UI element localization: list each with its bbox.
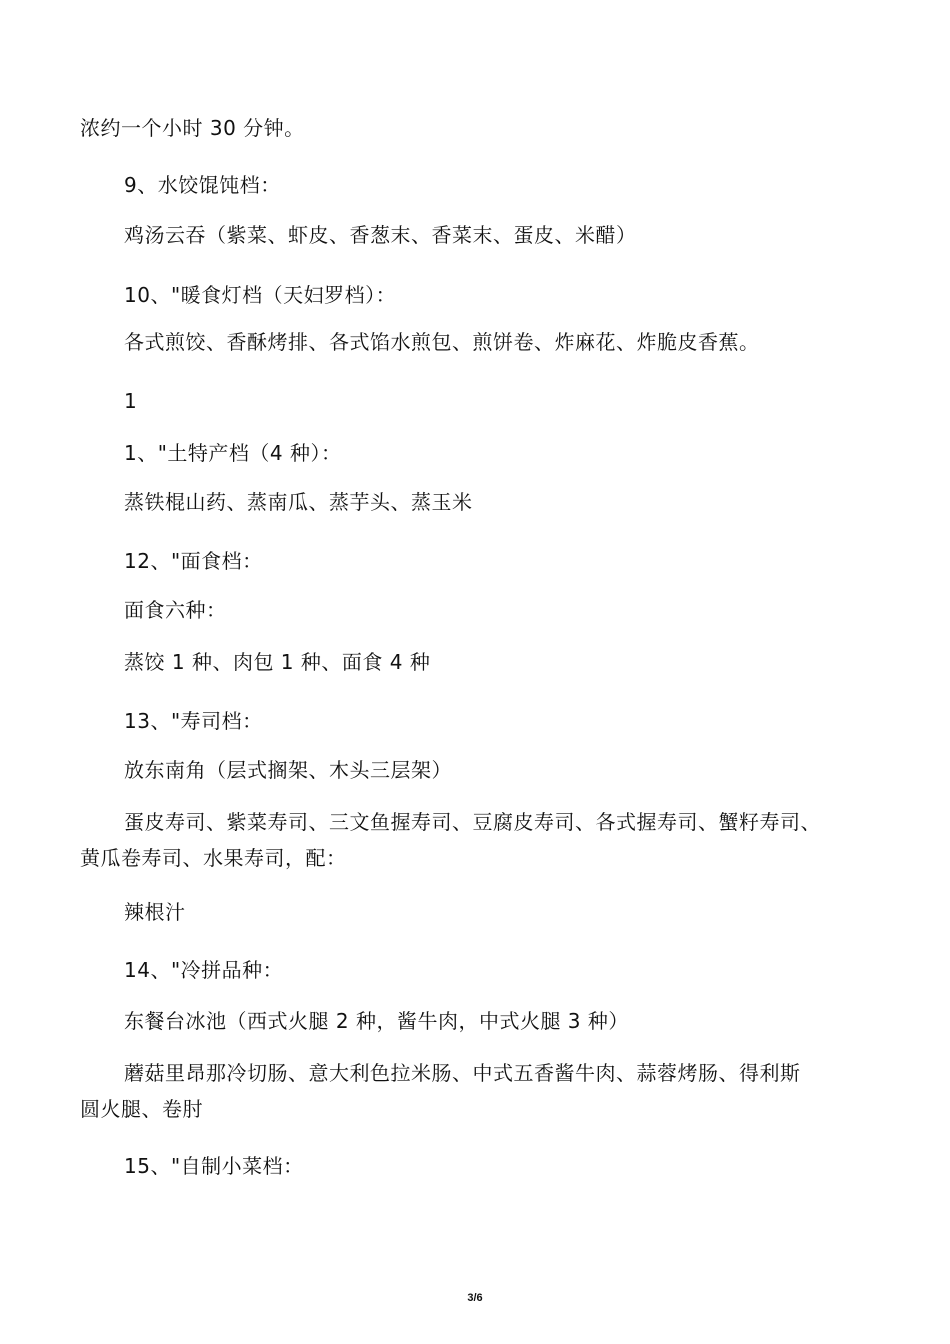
section-heading: 13、"寿司档： [124, 709, 263, 733]
section-heading: 9、水饺馄饨档： [124, 173, 281, 197]
text-line: 蒸铁棍山药、蒸南瓜、蒸芋头、蒸玉米 [124, 490, 473, 514]
section-heading: 12、"面食档： [124, 549, 263, 573]
text-line: 辣根汁 [124, 900, 186, 924]
text-line: 放东南角（层式搁架、木头三层架） [124, 758, 452, 782]
text-line: 圆火腿、卷肘 [80, 1097, 203, 1121]
page-number: 3/6 [467, 1292, 483, 1304]
text-line: 1 [124, 389, 138, 413]
text-line: 面食六种： [124, 598, 227, 622]
section-heading: 15、"自制小菜档： [124, 1154, 304, 1178]
section-heading: 14、"冷拼品种： [124, 958, 284, 982]
text-line: 浓约一个小时 30 分钟。 [80, 116, 305, 140]
text-line: 蘑菇里昂那冷切肠、意大利色拉米肠、中式五香酱牛肉、蒜蓉烤肠、得利斯 [124, 1061, 801, 1085]
text-line: 蛋皮寿司、紫菜寿司、三文鱼握寿司、豆腐皮寿司、各式握寿司、蟹籽寿司、 [124, 810, 821, 834]
text-line: 蒸饺 1 种、肉包 1 种、面食 4 种 [124, 650, 431, 674]
text-line: 各式煎饺、香酥烤排、各式馅水煎包、煎饼卷、炸麻花、炸脆皮香蕉。 [124, 330, 760, 354]
text-line: 东餐台冰池（西式火腿 2 种，酱牛肉，中式火腿 3 种） [124, 1009, 629, 1033]
text-line: 黄瓜卷寿司、水果寿司，配： [80, 846, 347, 870]
section-heading: 10、"暖食灯档（天妇罗档）： [124, 283, 397, 307]
section-heading: 1、"土特产档（4 种）： [124, 441, 342, 465]
text-line: 鸡汤云吞（紫菜、虾皮、香葱末、香菜末、蛋皮、米醋） [124, 223, 637, 247]
